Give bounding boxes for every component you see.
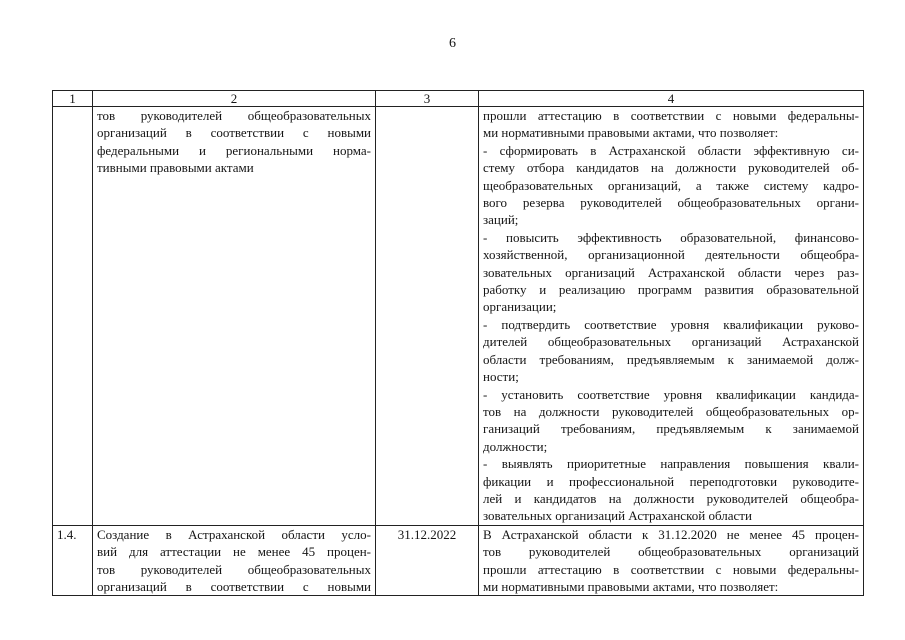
text-line: стему отбора кандидатов на должности руководителей об- — [483, 160, 859, 176]
text-line: области требованиям, предъявляемым к занимаемой долж- — [483, 351, 859, 367]
deadline-cell: 31.12.2022 — [376, 525, 479, 596]
measure-text-cell — [93, 107, 376, 526]
text-line: ганизаций требованиям, предъявляемым к занимаемой — [483, 421, 859, 437]
text-line: заций; — [483, 212, 519, 228]
text-line: фикации и профессиональной переподготовки руководите- — [483, 473, 859, 489]
header-col-1: 1 — [53, 91, 93, 107]
text-line: должности; — [483, 438, 548, 454]
deadline-cell — [376, 107, 479, 526]
text-line: дителей общеобразовательных организаций Астраханской — [483, 334, 859, 350]
text-line: - сформировать в Астраханской области эффективную си- — [483, 142, 859, 158]
text-line: тов руководителей общеобразовательных — [97, 108, 371, 123]
text-line: хозяйственной, организационной деятельности общеобра- — [483, 247, 859, 263]
text-line: зовательных организаций Астраханской области через раз- — [483, 264, 859, 280]
text-line: щеобразовательных организаций, а также систему кадро- — [483, 177, 859, 193]
text-line: - повысить эффективность образовательной, финансово- — [483, 229, 859, 245]
text-line: тов на должности руководителей общеобразовательных ор- — [483, 403, 859, 419]
row-number — [53, 107, 93, 526]
text-line: прошли аттестацию в соответствии с новыми федеральны- — [483, 561, 859, 577]
text-line: - выявлять приоритетные направления повышения квали- — [483, 456, 859, 472]
text-line: В Астраханской области к 31.12.2020 не менее 45 процен- — [483, 526, 859, 542]
text-line: организаций в соответствии с новыми — [97, 578, 371, 594]
table-row-continued — [53, 107, 864, 526]
header-col-2: 2 — [93, 91, 376, 107]
text-line: ми нормативными правовыми актами, что позволяет: — [483, 578, 779, 594]
text-line: - установить соответствие уровня квалификации кандида- — [483, 386, 859, 402]
header-col-4: 4 — [479, 91, 864, 107]
text-line: ми нормативными правовыми актами, что позволяет: — [483, 125, 779, 141]
measure-text-cell — [93, 525, 376, 596]
text-line: работку и реализацию программ развития образовательной — [483, 282, 859, 298]
result-text-cell — [479, 107, 864, 526]
table-row-1-4 — [53, 525, 864, 596]
text-line: тов руководителей общеобразовательных организаций — [483, 544, 859, 560]
page-number: 6 — [449, 36, 456, 51]
row-number: 1.4. — [53, 525, 93, 596]
text-line: лей и кандидатов на должности руководителей общеобра- — [483, 490, 859, 506]
text-line: федеральными и региональными норма- — [97, 142, 371, 158]
text-line: прошли аттестацию в соответствии с новыми федеральны- — [483, 108, 859, 123]
text-line: ности; — [483, 369, 519, 385]
text-line: организаций в соответствии с новыми — [97, 125, 371, 141]
text-line: Создание в Астраханской области усло- — [97, 526, 371, 542]
text-line: тивными правовыми актами — [97, 160, 254, 176]
measures-table — [52, 90, 864, 596]
header-col-3: 3 — [376, 91, 479, 107]
text-line: организации; — [483, 299, 557, 315]
text-line: вого резерва руководителей общеобразовательных органи- — [483, 195, 859, 211]
text-line: вий для аттестации не менее 45 процен- — [97, 544, 371, 560]
result-text-cell — [479, 525, 864, 596]
table-header-row — [53, 91, 864, 107]
text-line: - подтвердить соответствие уровня квалификации руково- — [483, 316, 859, 332]
text-line: тов руководителей общеобразовательных — [97, 561, 371, 577]
text-line: зовательных организаций Астраханской области — [483, 508, 752, 524]
